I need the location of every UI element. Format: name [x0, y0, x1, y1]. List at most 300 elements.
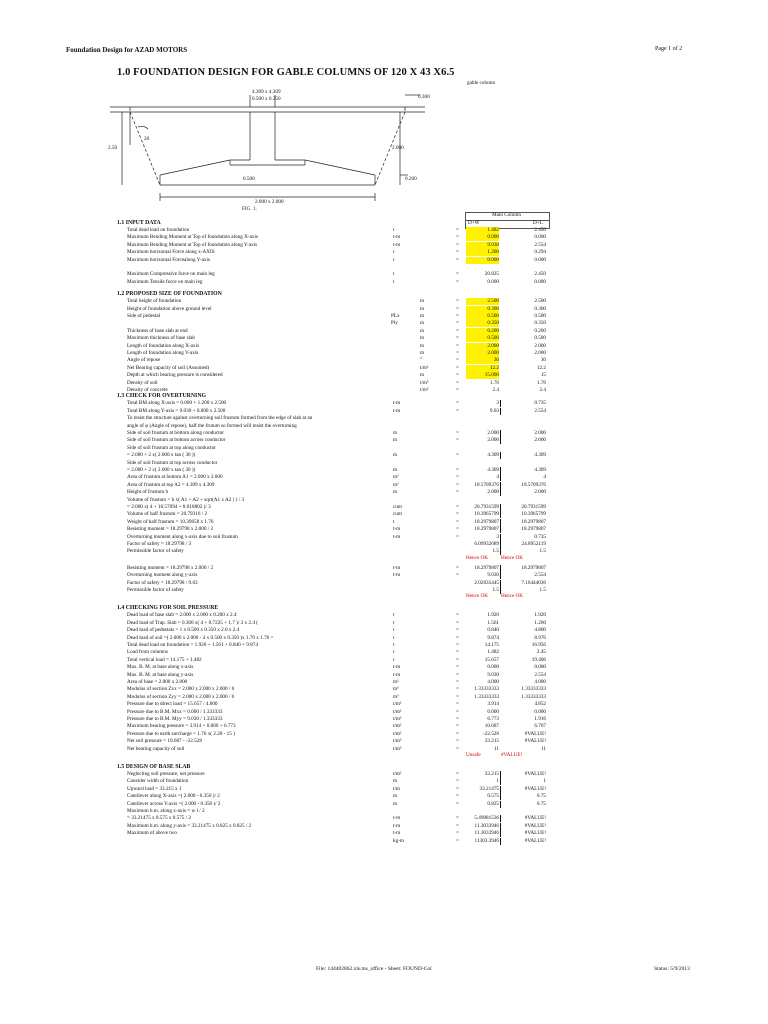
row-value-col1: 6.09932689: [474, 541, 499, 547]
row-unit: m: [393, 778, 398, 785]
row-description: Net Bearing capacity of soil (Assumed): [127, 364, 210, 371]
row-value-col1: 14.175: [484, 642, 499, 648]
row-value-col1: 0.000: [466, 257, 499, 264]
row-equals: =: [456, 815, 459, 822]
calc-row: [0, 271, 768, 278]
row-description: Permissible factor of safety: [127, 548, 184, 555]
value-separator: [500, 437, 501, 444]
row-description: Total height of foundation: [127, 298, 182, 305]
row-equals: =: [456, 800, 459, 807]
row-description: Side of soil frustum at top across conductor: [127, 459, 218, 466]
row-value-col2: #VALUE!: [524, 837, 546, 844]
row-value-col2: #VALUE!: [524, 815, 546, 822]
row-unit: m²: [393, 474, 399, 481]
calc-row: [0, 249, 768, 256]
row-value-col2: 1.33333333: [521, 693, 546, 700]
row-equals: =: [456, 778, 459, 785]
row-value-col1: 18.5709376: [474, 481, 499, 488]
row-equals: =: [456, 716, 459, 722]
row-value-col2: 0.000: [534, 664, 546, 671]
row-value-col2: 15: [540, 372, 546, 379]
main-column-col1: D+W: [468, 220, 480, 226]
value-separator: [500, 408, 501, 415]
row-value-col2: 4.309: [534, 452, 546, 459]
row-value-col1: 33.215: [484, 738, 499, 745]
calc-row: [0, 423, 768, 430]
row-description: To resist the structure against overturning soil frustum formed from the edge of slab at an: [127, 415, 313, 422]
row-value-col2: 0.500: [534, 313, 546, 319]
row-equals: =: [456, 664, 459, 671]
row-description: Consider width of foundation: [127, 778, 189, 785]
row-description: Pressure due to earth surcharge = 1.76 x( 2.20 - 15 ): [127, 730, 235, 737]
calc-row: [0, 823, 768, 830]
row-value-col2: #VALUE!: [524, 822, 546, 829]
row-equals: =: [456, 379, 459, 386]
row-unit: t-m: [393, 815, 401, 822]
row-unit: t-m: [393, 822, 401, 829]
row-value-col2: 6.767: [534, 723, 546, 730]
row-value-col1: 18.2979807: [474, 518, 499, 525]
row-description: Modulus of section Zyy = 2.000 x 2.000 x 2.000 / 6: [127, 693, 235, 700]
row-value-col1: 1.561: [487, 619, 499, 626]
calc-row: [0, 664, 768, 671]
calc-row: [0, 313, 768, 320]
row-value-col2: 18.2979807: [521, 564, 546, 571]
row-unit: t: [393, 518, 395, 525]
row-description: Resisting moment = 18.29798 x 2.000 / 2: [127, 564, 214, 571]
calc-row: [0, 387, 768, 394]
calc-row: [0, 357, 768, 364]
row-value-col2: #VALUE!: [524, 785, 546, 792]
row-equals: =: [456, 771, 459, 777]
row-description: Upward load = 33.215 x 1: [127, 785, 182, 792]
soil-pressure-status: [0, 752, 768, 759]
calc-row: [0, 328, 768, 335]
value-separator: [500, 815, 501, 822]
row-description: Maximum Bending Moment at Top of foundation along X-axis: [127, 234, 258, 241]
row-unit: t-m: [393, 664, 401, 671]
diagram-bottom-dims: 2.000 x 2.000: [255, 199, 284, 205]
row-equals: =: [456, 227, 459, 233]
row-value-col2: 2.554: [534, 572, 546, 579]
row-equals: =: [456, 730, 459, 737]
row-value-col1: 12.2: [466, 365, 499, 372]
row-equals: =: [456, 430, 459, 436]
row-value-col2: 16.956: [531, 642, 546, 648]
calc-row: [0, 343, 768, 350]
row-equals: =: [456, 400, 459, 407]
diagram-dim-250: 2.50: [108, 145, 118, 151]
row-unit: m: [420, 320, 425, 327]
row-description: Dead load of base slab = 2.000 x 2.000 x 0.200 x 2.4: [127, 612, 237, 619]
row-value-col1: 2.000: [487, 430, 499, 436]
calc-row: [0, 408, 768, 415]
row-value-col1: 0.200: [466, 328, 499, 335]
diagram-top-dims-2: 0.500 x 0.350: [252, 96, 281, 102]
calc-row: [0, 350, 768, 357]
diagram-fig-label: FIG. 1.: [242, 206, 257, 212]
row-unit: t-m: [393, 234, 401, 241]
calc-row: [0, 738, 768, 745]
row-value-col1: 10.3965799: [474, 511, 499, 518]
row-equals: =: [456, 489, 459, 496]
value-separator: [500, 778, 501, 785]
overturn-status-y-col1: Hence OK: [466, 593, 489, 600]
row-equals: =: [456, 481, 459, 488]
value-separator: [500, 838, 501, 845]
gable-column-label: gable column: [467, 80, 496, 86]
calc-row: [0, 635, 768, 642]
overturn-status-x: [0, 555, 768, 562]
row-equals: =: [456, 342, 459, 349]
row-unit: m³: [393, 686, 399, 693]
row-description: Maximum b.m. along y-axis = 33.21475 x 0.825 x 0.825 / 2: [127, 822, 252, 829]
row-value-col1: 20.825: [484, 271, 499, 278]
row-unit: m: [420, 327, 425, 334]
row-value-col1: 0.000: [487, 664, 499, 671]
calc-row: [0, 793, 768, 800]
row-description: Side of soil frustum at bottom across conductor: [127, 437, 226, 444]
calc-row: [0, 234, 768, 241]
row-value-col2: 2.450: [534, 227, 546, 233]
row-equals: =: [456, 701, 459, 708]
row-equals: =: [456, 686, 459, 693]
row-value-col2: 7.16444036: [521, 579, 546, 586]
row-unit: cum: [393, 511, 402, 518]
row-description: angle of φ (Angle of repose), half the frutum so formed will resist the overturning: [127, 422, 297, 429]
row-description: Pressure due to B.M. Myy = 9.030 / 1.333333: [127, 716, 223, 722]
row-unit: t-m: [393, 572, 401, 579]
row-value-col1: 0.000: [487, 708, 499, 715]
row-description: Maximum b.m. along x-axis = w l / 2: [127, 808, 205, 814]
row-equals: =: [456, 793, 459, 800]
calc-row: [0, 672, 768, 679]
calc-row: [0, 620, 768, 627]
calc-row: [0, 365, 768, 372]
row-description: Depth at which bearing pressure is considered: [127, 372, 223, 379]
row-description: Side of pedestal: [127, 313, 161, 319]
row-unit: t: [393, 656, 395, 663]
row-value-col1: 0.300: [466, 306, 499, 313]
row-value-col1: 1.200: [466, 249, 499, 256]
calc-row: [0, 786, 768, 793]
row-value-col2: 0.200: [534, 327, 546, 334]
row-description: Max. B. M. at base along x-axis: [127, 664, 194, 671]
calc-row: [0, 227, 768, 234]
calc-row: [0, 686, 768, 693]
row-unit: t/m²: [393, 723, 402, 730]
diagram-dim-0200: 0.200: [405, 176, 417, 182]
row-description: = 2.000 + 2 x( 2.000 x tan ( 30 )): [127, 452, 196, 459]
row-description: Maximum Compressive force on main leg: [127, 271, 215, 278]
row-value-col1: 1.5: [492, 587, 499, 593]
row-unit: t/m²: [393, 771, 402, 777]
row-unit: t-m: [393, 241, 401, 248]
row-value-col1: 18.2979807: [474, 564, 499, 571]
row-value-col2: 4.800: [534, 627, 546, 634]
section-soil-pressure: 1.4 CHECKING FOR SOIL PRESSURE: [117, 605, 219, 612]
row-value-col1: 10.687: [484, 723, 499, 730]
row-equals: =: [456, 642, 459, 648]
row-value-col1: 33.21475: [479, 785, 499, 792]
row-value-col1: 0.350: [466, 320, 499, 327]
calc-row: [0, 482, 768, 489]
row-unit: t-m: [393, 400, 401, 407]
calc-row: [0, 511, 768, 518]
row-description: Length of foundation along Y-axis: [127, 350, 199, 356]
row-unit: t/m²: [393, 738, 402, 745]
value-separator: [500, 793, 501, 800]
value-separator: [500, 489, 501, 496]
value-separator: [500, 572, 501, 579]
calc-row: [0, 320, 768, 327]
row-value-col1: 3: [496, 400, 499, 407]
calc-row: [0, 612, 768, 619]
row-description: Height of foundation above ground level: [127, 305, 212, 312]
row-value-col1: 11303.3946: [474, 837, 499, 844]
row-description: Thickness of base slab at end: [127, 327, 188, 334]
row-value-col1: 0.500: [466, 313, 499, 320]
row-equals: =: [456, 271, 459, 278]
row-unit: t: [393, 627, 395, 634]
row-unit: t/m: [393, 785, 400, 792]
calc-row: [0, 298, 768, 305]
row-description: Net bearing capacity of soil: [127, 745, 185, 752]
row-description: Permissible factor of safety: [127, 587, 184, 593]
row-description: Overturning moment along x-axis due to soil frustum: [127, 533, 238, 540]
row-value-col2: 2.554: [534, 407, 546, 414]
row-value-col2: 4.309: [534, 467, 546, 473]
row-unit: t-m: [393, 671, 401, 678]
row-unit: t: [393, 612, 395, 619]
row-equals: =: [456, 452, 459, 459]
value-separator: [500, 565, 501, 572]
row-unit: t: [393, 227, 395, 233]
calc-row: [0, 778, 768, 785]
row-value-col2: #VALUE!: [524, 738, 546, 745]
value-separator: [500, 786, 501, 793]
value-separator: [500, 526, 501, 533]
row-description: Area of frustum at bottom A1 = 2.000 x 2.000: [127, 474, 223, 481]
calc-row: [0, 257, 768, 264]
row-value-col2: 1.920: [534, 612, 546, 619]
diagram-dim-0500: 0.500: [243, 176, 255, 182]
row-unit: m: [393, 452, 398, 459]
row-value-col2: 0.75: [536, 800, 546, 807]
row-value-col2: 0.000: [534, 708, 546, 715]
section-base-slab: 1.5 DESIGN OF BASE SLAB: [117, 764, 191, 770]
value-separator: [500, 580, 501, 587]
row-unit: m: [420, 342, 425, 349]
row-equals: =: [456, 533, 459, 540]
row-equals: =: [456, 305, 459, 312]
section-proposed-size: 1.2 PROPOSED SIZE OF FOUNDATION: [117, 291, 222, 298]
row-equals: =: [456, 320, 459, 327]
main-column-col2: D+L: [533, 220, 543, 226]
row-value-col1: 9.030: [487, 572, 499, 579]
row-unit: m: [420, 305, 425, 312]
row-equals: =: [456, 830, 459, 837]
row-value-col2: 2.000: [534, 350, 546, 356]
calc-row: [0, 489, 768, 496]
value-separator: [500, 467, 501, 474]
calc-row: [0, 400, 768, 407]
row-value-col1: 1.482: [466, 227, 499, 234]
row-equals: =: [456, 511, 459, 518]
row-description: Maximum horizontal Force along x-AXIS: [127, 249, 215, 256]
row-value-col2: 0.294: [534, 249, 546, 256]
row-unit: t/m³: [420, 387, 429, 393]
row-equals: =: [456, 387, 459, 393]
row-value-col2: 0.000: [534, 234, 546, 241]
row-value-col2: 2.000: [534, 437, 546, 444]
soil-pressure-status-col1: Unsafe: [466, 752, 481, 758]
row-equals: =: [456, 649, 459, 656]
row-value-col2: 0.300: [534, 305, 546, 312]
row-value-col1: 3.914: [487, 701, 499, 708]
row-value-col1: 1.33333333: [474, 693, 499, 700]
row-extra-label: Ply: [391, 320, 398, 327]
row-description: Pressure due to direct load = 15.657 / 4.000: [127, 701, 218, 708]
row-equals: =: [456, 335, 459, 342]
page-title: 1.0 FOUNDATION DESIGN FOR GABLE COLUMNS OF 120 X 43 X6.5: [117, 67, 455, 78]
row-unit: t: [393, 271, 395, 278]
row-equals: =: [456, 693, 459, 700]
row-description: Total BM along Y-axis = 9.030 + 0.000 x 2.500: [127, 407, 226, 414]
row-equals: =: [456, 372, 459, 379]
row-description: Dead load of Trap. Slab = 0.300 x( 4 + 0.7225 + 1.7 )/ 3 x 2.4 (: [127, 619, 258, 626]
calc-row: [0, 380, 768, 387]
row-value-col1: 1.5: [492, 548, 499, 555]
value-separator: [500, 541, 501, 548]
row-equals: =: [456, 234, 459, 241]
row-value-col1: 0.575: [487, 793, 499, 800]
row-unit: t: [393, 256, 395, 263]
row-value-col2: 4: [543, 474, 546, 481]
row-value-col2: 0.350: [534, 320, 546, 327]
diagram-top-dims-1: 4.309 x 4.309: [252, 89, 281, 95]
value-separator: [500, 771, 501, 778]
row-equals: =: [456, 256, 459, 263]
row-value-col1: 2.02635445: [474, 579, 499, 586]
row-value-col2: 2.000: [534, 430, 546, 436]
row-value-col1: 33.215: [484, 771, 499, 777]
row-value-col1: 20.7931599: [474, 504, 499, 510]
row-unit: t/m²: [393, 730, 402, 737]
row-description: Overturning moment along y-axis: [127, 572, 198, 579]
row-value-col2: 8.976: [534, 634, 546, 641]
row-description: Total BM along X-axis = 0.000 + 1.200 x 2.500: [127, 400, 227, 407]
value-separator: [500, 801, 501, 808]
row-value-col2: 0.75: [536, 793, 546, 800]
row-equals: =: [456, 518, 459, 525]
row-unit: kg-m: [393, 837, 404, 844]
row-value-col1: 0.000: [466, 234, 499, 241]
row-description: Volume of half frustum = 20.79316 / 2: [127, 511, 208, 518]
row-unit: m³: [393, 693, 399, 700]
row-value-col2: 1.33333333: [521, 686, 546, 693]
footer-status: Status: 5/9/2013: [654, 966, 690, 972]
row-unit: t: [393, 649, 395, 656]
row-value-col1: 6.773: [487, 716, 499, 722]
row-description: = 2.000 + 2 x( 2.000 x tan ( 30 )): [127, 467, 196, 473]
row-unit: t: [393, 249, 395, 256]
calc-row: [0, 497, 768, 504]
row-value-col1: 2.000: [466, 350, 499, 357]
calc-row: [0, 627, 768, 634]
row-equals: =: [456, 241, 459, 248]
row-value-col2: 4.852: [534, 701, 546, 708]
row-description: Dead load of soil =( 2.000 x 2.000 - 4 x 0.500 x 0.350 )x 1.70 x 1.76 =: [127, 634, 274, 641]
row-equals: =: [456, 572, 459, 579]
calc-row: [0, 335, 768, 342]
row-value-col2: 20.7931599: [521, 504, 546, 510]
footer-file: File: 144402862.xls.ms_office - Sheet: FOUND-Col: [316, 966, 432, 972]
row-description: Weight of half frustum = 10.39658 x 1.76: [127, 518, 214, 525]
row-equals: =: [456, 327, 459, 334]
calc-row: [0, 467, 768, 474]
value-separator: [500, 534, 501, 541]
row-description: Maximum of above two: [127, 830, 177, 837]
row-description: Length of foundation along X-axis: [127, 342, 200, 349]
row-value-col1: 1.76: [489, 379, 499, 386]
row-unit: t/m²: [393, 745, 402, 752]
calc-row: [0, 460, 768, 467]
calc-row: [0, 580, 768, 587]
row-equals: =: [456, 504, 459, 510]
row-value-col1: 3: [496, 533, 499, 540]
row-unit: t/m²: [393, 716, 402, 722]
row-value-col1: 18.2979807: [474, 526, 499, 533]
row-value-col1: 2.500: [466, 298, 499, 305]
section-input-data: 1.1 INPUT DATA: [117, 220, 161, 226]
row-description: Maximum horizontal Forcealong Y-axis: [127, 256, 210, 263]
row-equals: =: [456, 437, 459, 444]
row-unit: m: [420, 372, 425, 379]
row-description: Maximum bearing pressure = 3.914 + 0.000 + 6.773: [127, 723, 236, 730]
row-value-col2: 2.45: [536, 649, 546, 656]
row-unit: m: [420, 298, 425, 305]
row-value-col2: #VALUE!: [524, 730, 546, 737]
row-description: Angle of repose: [127, 357, 161, 364]
row-description: Max. B. M. at base along y-axis: [127, 671, 194, 678]
row-value-col1: -22.528: [483, 730, 499, 737]
row-description: Height of frustum h: [127, 489, 169, 496]
row-value-col1: 0.840: [487, 627, 499, 634]
row-description: Side of soil frustum at top along conductor: [127, 444, 216, 451]
row-value-col2: 2.554: [534, 241, 546, 248]
row-value-col2: 1.260: [534, 619, 546, 626]
row-value-col1: 11.3033946: [474, 830, 499, 837]
row-description: Factor of safety = 18.29798 / 3: [127, 541, 192, 547]
row-value-col2: 18.5709376: [521, 481, 546, 488]
row-equals: =: [456, 564, 459, 571]
row-equals: =: [456, 364, 459, 371]
row-equals: =: [456, 612, 459, 619]
calc-row: [0, 649, 768, 656]
value-separator: [500, 400, 501, 407]
diagram-dim-0300: 0.300: [418, 94, 430, 100]
row-description: Side of soil frustum at bottom along conductor: [127, 430, 224, 436]
row-equals: =: [456, 723, 459, 730]
row-description: Load from columns: [127, 649, 168, 656]
calc-row: [0, 437, 768, 444]
row-value-col1: 9.030: [487, 671, 499, 678]
calc-row: [0, 534, 768, 541]
row-unit: m: [393, 489, 398, 496]
row-unit: m: [393, 437, 398, 444]
row-unit: t: [393, 642, 395, 648]
